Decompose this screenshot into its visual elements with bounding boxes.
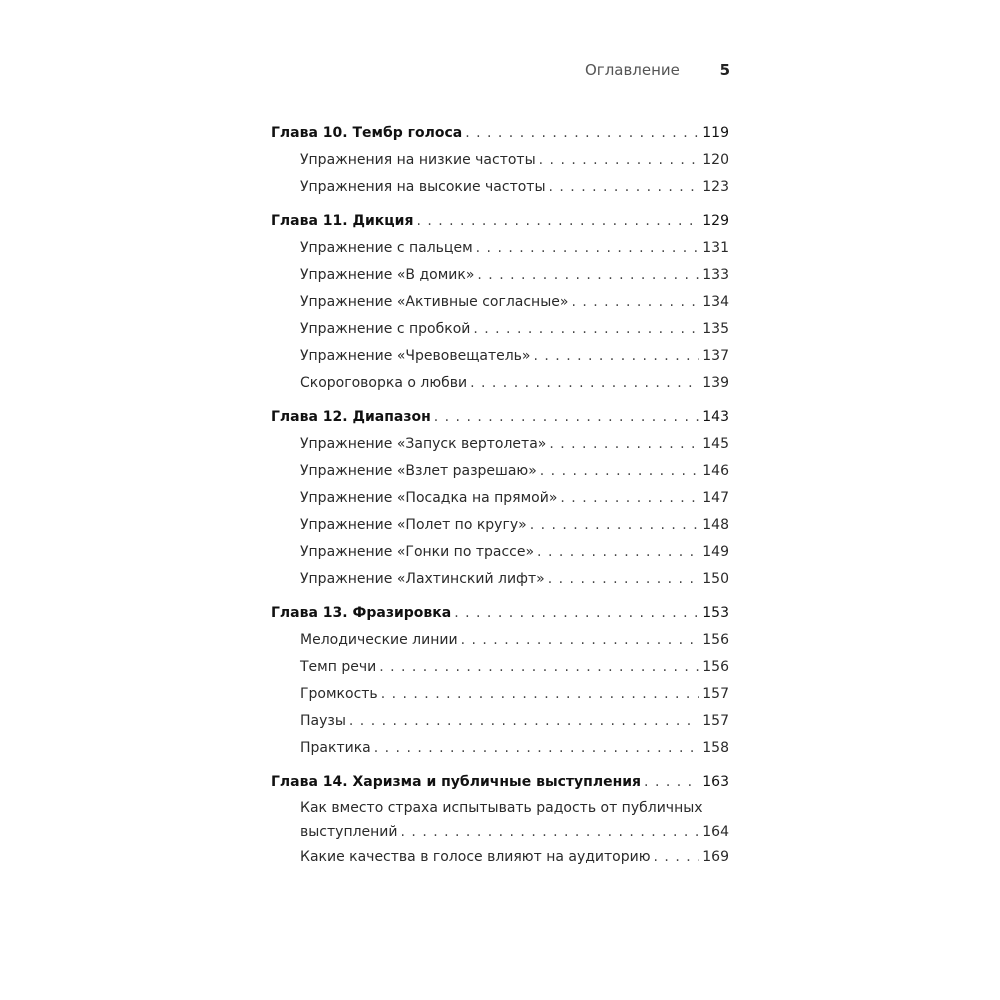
toc-item[interactable] xyxy=(271,485,729,512)
chapter-title: Глава 11. Дикция xyxy=(271,213,414,229)
toc-chapter-14 xyxy=(271,769,729,871)
item-title-line-1: Как вместо страха испытывать радость от публичных xyxy=(300,800,703,816)
item-page: 120 xyxy=(702,152,729,168)
item-page: 131 xyxy=(702,240,729,256)
toc-item[interactable] xyxy=(271,370,729,397)
item-title: Упражнение «В домик» xyxy=(300,267,475,283)
item-title: Упражнение с пальцем xyxy=(300,240,473,256)
chapter-page: 163 xyxy=(702,774,729,790)
dot-leader xyxy=(470,370,699,397)
item-page: 139 xyxy=(702,375,729,391)
item-page: 158 xyxy=(702,740,729,756)
dot-leader xyxy=(416,208,699,235)
item-title: Упражнение «Взлет разрешаю» xyxy=(300,463,537,479)
dot-leader xyxy=(465,120,699,147)
chapter-page: 143 xyxy=(702,409,729,425)
toc-item[interactable] xyxy=(271,796,729,844)
toc-item[interactable] xyxy=(271,844,729,871)
item-title: Упражнение «Полет по кругу» xyxy=(300,517,527,533)
dot-leader xyxy=(548,566,700,593)
page-number: 5 xyxy=(719,61,730,79)
toc-item[interactable] xyxy=(271,708,729,735)
dot-leader xyxy=(434,404,700,431)
chapter-title: Глава 10. Тембр голоса xyxy=(271,125,463,141)
toc-item[interactable] xyxy=(271,343,729,370)
item-title: Темп речи xyxy=(300,659,377,675)
toc-item[interactable] xyxy=(271,458,729,485)
item-title-line-2: выступлений xyxy=(300,824,398,840)
item-title: Скороговорка о любви xyxy=(300,375,468,391)
dot-leader xyxy=(349,708,699,735)
toc-item[interactable] xyxy=(271,735,729,762)
item-page: 148 xyxy=(702,517,729,533)
toc-item[interactable] xyxy=(271,627,729,654)
table-of-contents xyxy=(271,120,729,871)
toc-chapter-11 xyxy=(271,208,729,397)
toc-chapter-entry[interactable] xyxy=(271,120,729,147)
dot-leader xyxy=(644,769,699,796)
toc-item[interactable] xyxy=(271,235,729,262)
item-title: Громкость xyxy=(300,686,378,702)
dot-leader xyxy=(401,820,700,844)
dot-leader xyxy=(534,343,700,370)
item-title: Практика xyxy=(300,740,371,756)
item-page: 146 xyxy=(702,463,729,479)
item-page: 133 xyxy=(702,267,729,283)
item-title: Упражнение «Лахтинский лифт» xyxy=(300,571,545,587)
item-title: Мелодические линии xyxy=(300,632,458,648)
toc-chapter-entry[interactable] xyxy=(271,404,729,431)
toc-item[interactable] xyxy=(271,174,729,201)
item-title: Упражнение «Посадка на прямой» xyxy=(300,490,558,506)
item-title: Упражнение «Чревовещатель» xyxy=(300,348,531,364)
item-page: 135 xyxy=(702,321,729,337)
item-title: Упражнение «Гонки по трассе» xyxy=(300,544,535,560)
dot-leader xyxy=(379,654,699,681)
chapter-title: Глава 12. Диапазон xyxy=(271,409,431,425)
item-page: 134 xyxy=(702,294,729,310)
item-page: 157 xyxy=(702,713,729,729)
item-title: Упражнение «Запуск вертолета» xyxy=(300,436,547,452)
chapter-page: 129 xyxy=(702,213,729,229)
dot-leader xyxy=(539,147,700,174)
dot-leader xyxy=(381,681,700,708)
dot-leader xyxy=(549,431,699,458)
toc-item[interactable] xyxy=(271,566,729,593)
item-page: 145 xyxy=(702,436,729,452)
dot-leader xyxy=(461,627,700,654)
item-title: Упражнение «Активные согласные» xyxy=(300,294,569,310)
dot-leader xyxy=(537,539,699,566)
item-page: 156 xyxy=(702,632,729,648)
item-page: 123 xyxy=(702,179,729,195)
dot-leader xyxy=(473,316,699,343)
toc-chapter-entry[interactable] xyxy=(271,769,729,796)
item-title: Упражнение с пробкой xyxy=(300,321,471,337)
toc-chapter-entry[interactable] xyxy=(271,600,729,627)
toc-item[interactable] xyxy=(271,262,729,289)
item-page: 150 xyxy=(702,571,729,587)
toc-item[interactable] xyxy=(271,289,729,316)
item-page: 164 xyxy=(702,824,729,840)
item-page: 157 xyxy=(702,686,729,702)
toc-chapter-entry[interactable] xyxy=(271,208,729,235)
dot-leader xyxy=(549,174,700,201)
item-title: Какие качества в голосе влияют на аудиторию xyxy=(300,849,651,865)
toc-item[interactable] xyxy=(271,681,729,708)
chapter-page: 119 xyxy=(702,125,729,141)
dot-leader xyxy=(477,262,699,289)
item-page: 147 xyxy=(702,490,729,506)
item-page: 156 xyxy=(702,659,729,675)
toc-item[interactable] xyxy=(271,316,729,343)
item-page: 137 xyxy=(702,348,729,364)
toc-item[interactable] xyxy=(271,512,729,539)
toc-chapter-12 xyxy=(271,404,729,593)
chapter-title: Глава 14. Харизма и публичные выступления xyxy=(271,774,642,790)
item-page: 149 xyxy=(702,544,729,560)
dot-leader xyxy=(654,844,700,871)
dot-leader xyxy=(530,512,700,539)
dot-leader xyxy=(374,735,700,762)
toc-chapter-13 xyxy=(271,600,729,762)
toc-item[interactable] xyxy=(271,431,729,458)
dot-leader xyxy=(560,485,699,512)
item-title: Паузы xyxy=(300,713,346,729)
item-title: Упражнения на высокие частоты xyxy=(300,179,546,195)
running-title: Оглавление xyxy=(585,61,680,79)
running-head xyxy=(585,58,730,82)
chapter-title: Глава 13. Фразировка xyxy=(271,605,452,621)
toc-chapter-10 xyxy=(271,120,729,201)
toc-item[interactable] xyxy=(271,539,729,566)
item-page: 169 xyxy=(702,849,729,865)
chapter-page: 153 xyxy=(702,605,729,621)
toc-item[interactable] xyxy=(271,654,729,681)
dot-leader xyxy=(476,235,700,262)
toc-item[interactable] xyxy=(271,147,729,174)
dot-leader xyxy=(540,458,699,485)
dot-leader xyxy=(571,289,699,316)
item-title: Упражнения на низкие частоты xyxy=(300,152,536,168)
dot-leader xyxy=(454,600,699,627)
